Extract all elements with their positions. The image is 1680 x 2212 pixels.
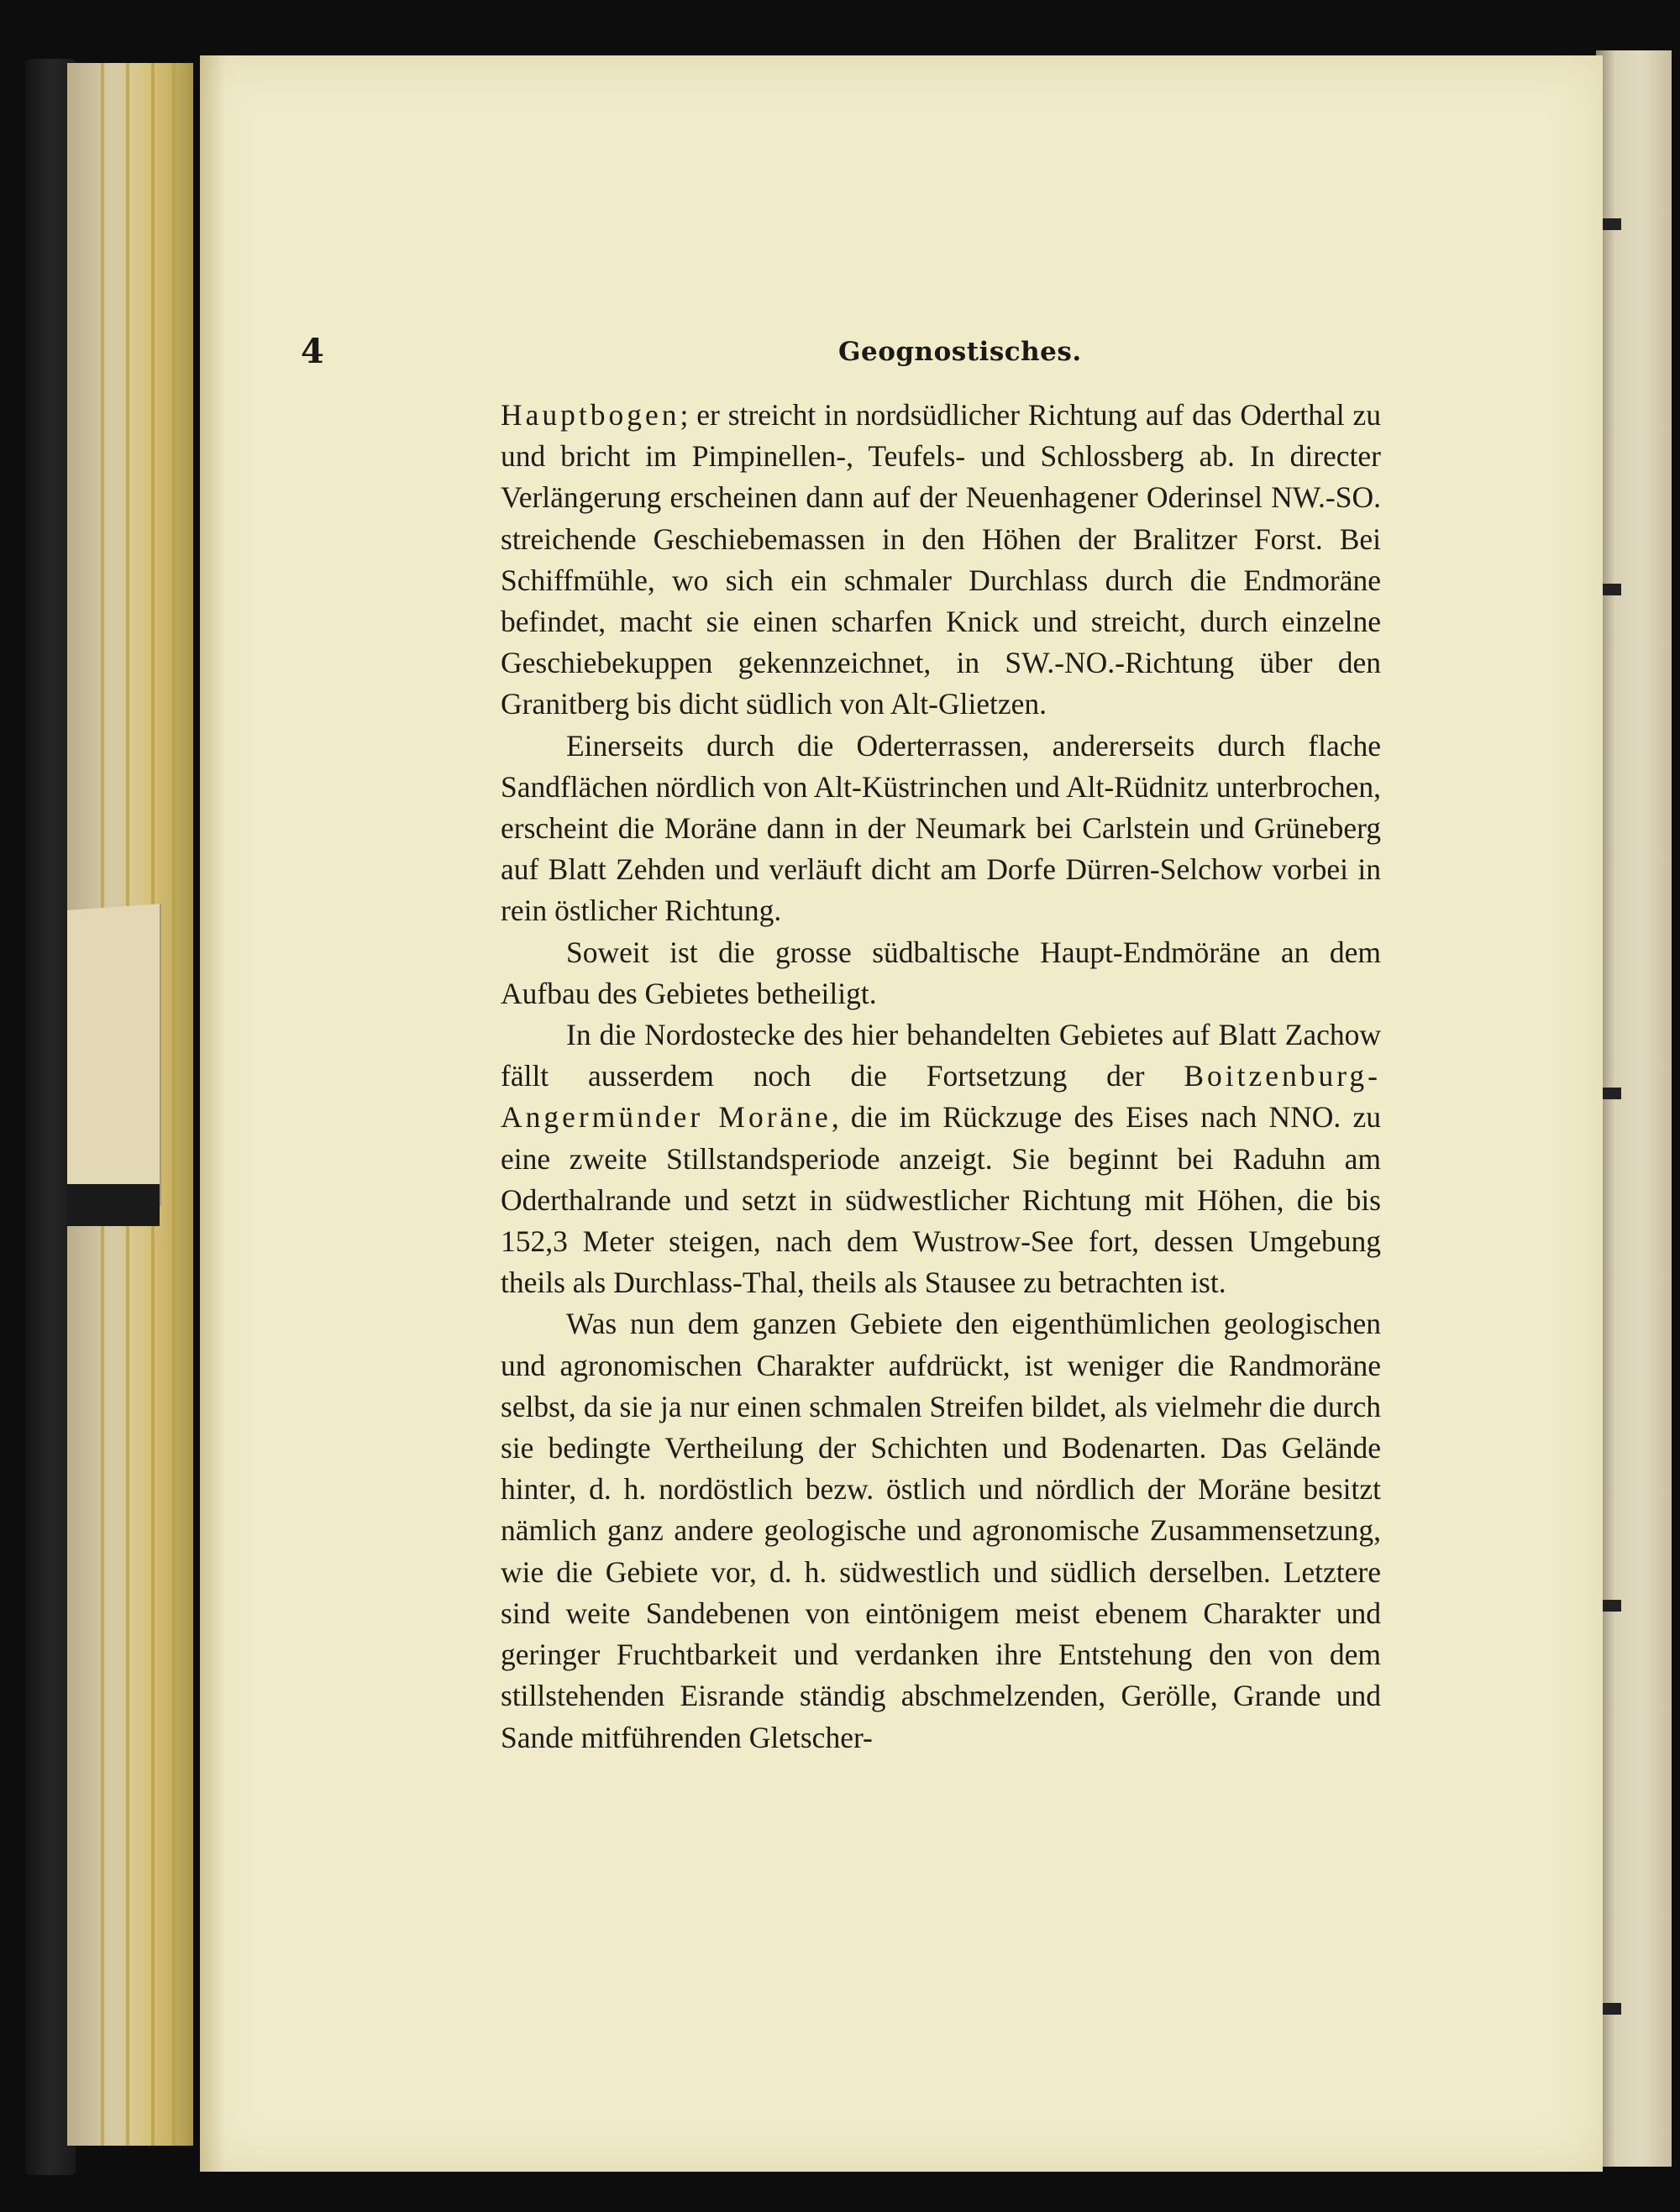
spaced-term: Boitzenburg-Angermünder Moräne xyxy=(501,1059,1381,1135)
page-number: 4 xyxy=(301,332,324,371)
torn-page-fragment xyxy=(67,904,161,1213)
paragraph: Soweit ist die grosse südbaltische Haupt-Endmöräne an dem Aufbau des Gebietes betheiligt. xyxy=(501,935,1381,1010)
page-header xyxy=(301,332,1376,382)
page-stack-right xyxy=(1596,50,1672,2167)
running-title: Geognostisches. xyxy=(838,337,1082,367)
paragraph: Einerseits durch die Oderterrassen, andererseits durch flache Sandflächen nördlich von Alt-Küstrinchen und Alt-Rüdnitz unterbrochen, erscheint die Moräne dann in der Neumark bei Carlstein und Grüneberg auf Blatt Zehden und verläuft dicht am Dorfe Dürren-Selchow vorbei in rein östlicher Richtung. xyxy=(501,728,1381,928)
body-text xyxy=(501,395,1381,1759)
paragraph xyxy=(501,1014,1381,1303)
paragraph: Was nun dem ganzen Gebiete den eigenthümlichen geologischen und agronomischen Charakter aufdrückt, ist weniger die Randmoräne selbst, da sie ja nur einen schmalen Streifen bildet, als vielmehr die durch sie bedingte Vertheilung der Schichten und Bodenarten. Das Gelände hinter, d. h. nordöstlich bezw. östlich und nördlich der Moräne besitzt nämlich ganz andere geologische und agronomische Zusammensetzung, wie die Gebiete vor, d. h. südwestlich und südlich derselben. Letztere sind weite Sandebenen von eintönigem meist ebenem Charakter und geringer Fruchtbarkeit und verdanken ihre Entstehung den von dem stillstehenden Eisrande ständig abschmelzenden, Gerölle, Grande und Sande mitführenden Gletscher- xyxy=(501,1307,1381,1754)
paragraph-text: In die Nordostecke des hier behandelten Gebietes auf Blatt Zachow fällt ausserdem noch die Fortsetzung der xyxy=(501,1018,1381,1093)
paragraph xyxy=(501,395,1381,726)
spaced-term: Hauptbogen xyxy=(501,398,680,432)
paragraph-text: , die im Rückzuge des Eises nach NNO. zu eine zweite Stillstandsperiode anzeigt. Sie beginnt bei Raduhn am Oderthalrande und setzt in südwestlicher Richtung mit Höhen, die bis 152,3 Meter steigen, nach dem Wustrow-See fort, dessen Umgebung theils als Durchlass-Thal, theils als Stausee zu betrachten ist. xyxy=(501,1100,1382,1300)
torn-page-gap xyxy=(67,1184,160,1226)
paragraph-text: ; er streicht in nordsüdlicher Richtung auf das Oderthal zu und bricht im Pimpinellen-, Teufels- und Schlossberg ab. In directer Verlängerung erscheinen dann auf der Neuenhagener Oderinsel NW.-SO. streichende Geschiebemassen in den Höhen der Bralitzer Forst. Bei Schiffmühle, wo sich ein schmaler Durchlass durch die Endmoräne befindet, macht sie einen scharfen Knick und streicht, durch einzelne Geschiebekuppen gekennzeichnet, in SW.-NO.-Richtung über den Granitberg bis dicht südlich von Alt-Glietzen. xyxy=(501,398,1381,721)
